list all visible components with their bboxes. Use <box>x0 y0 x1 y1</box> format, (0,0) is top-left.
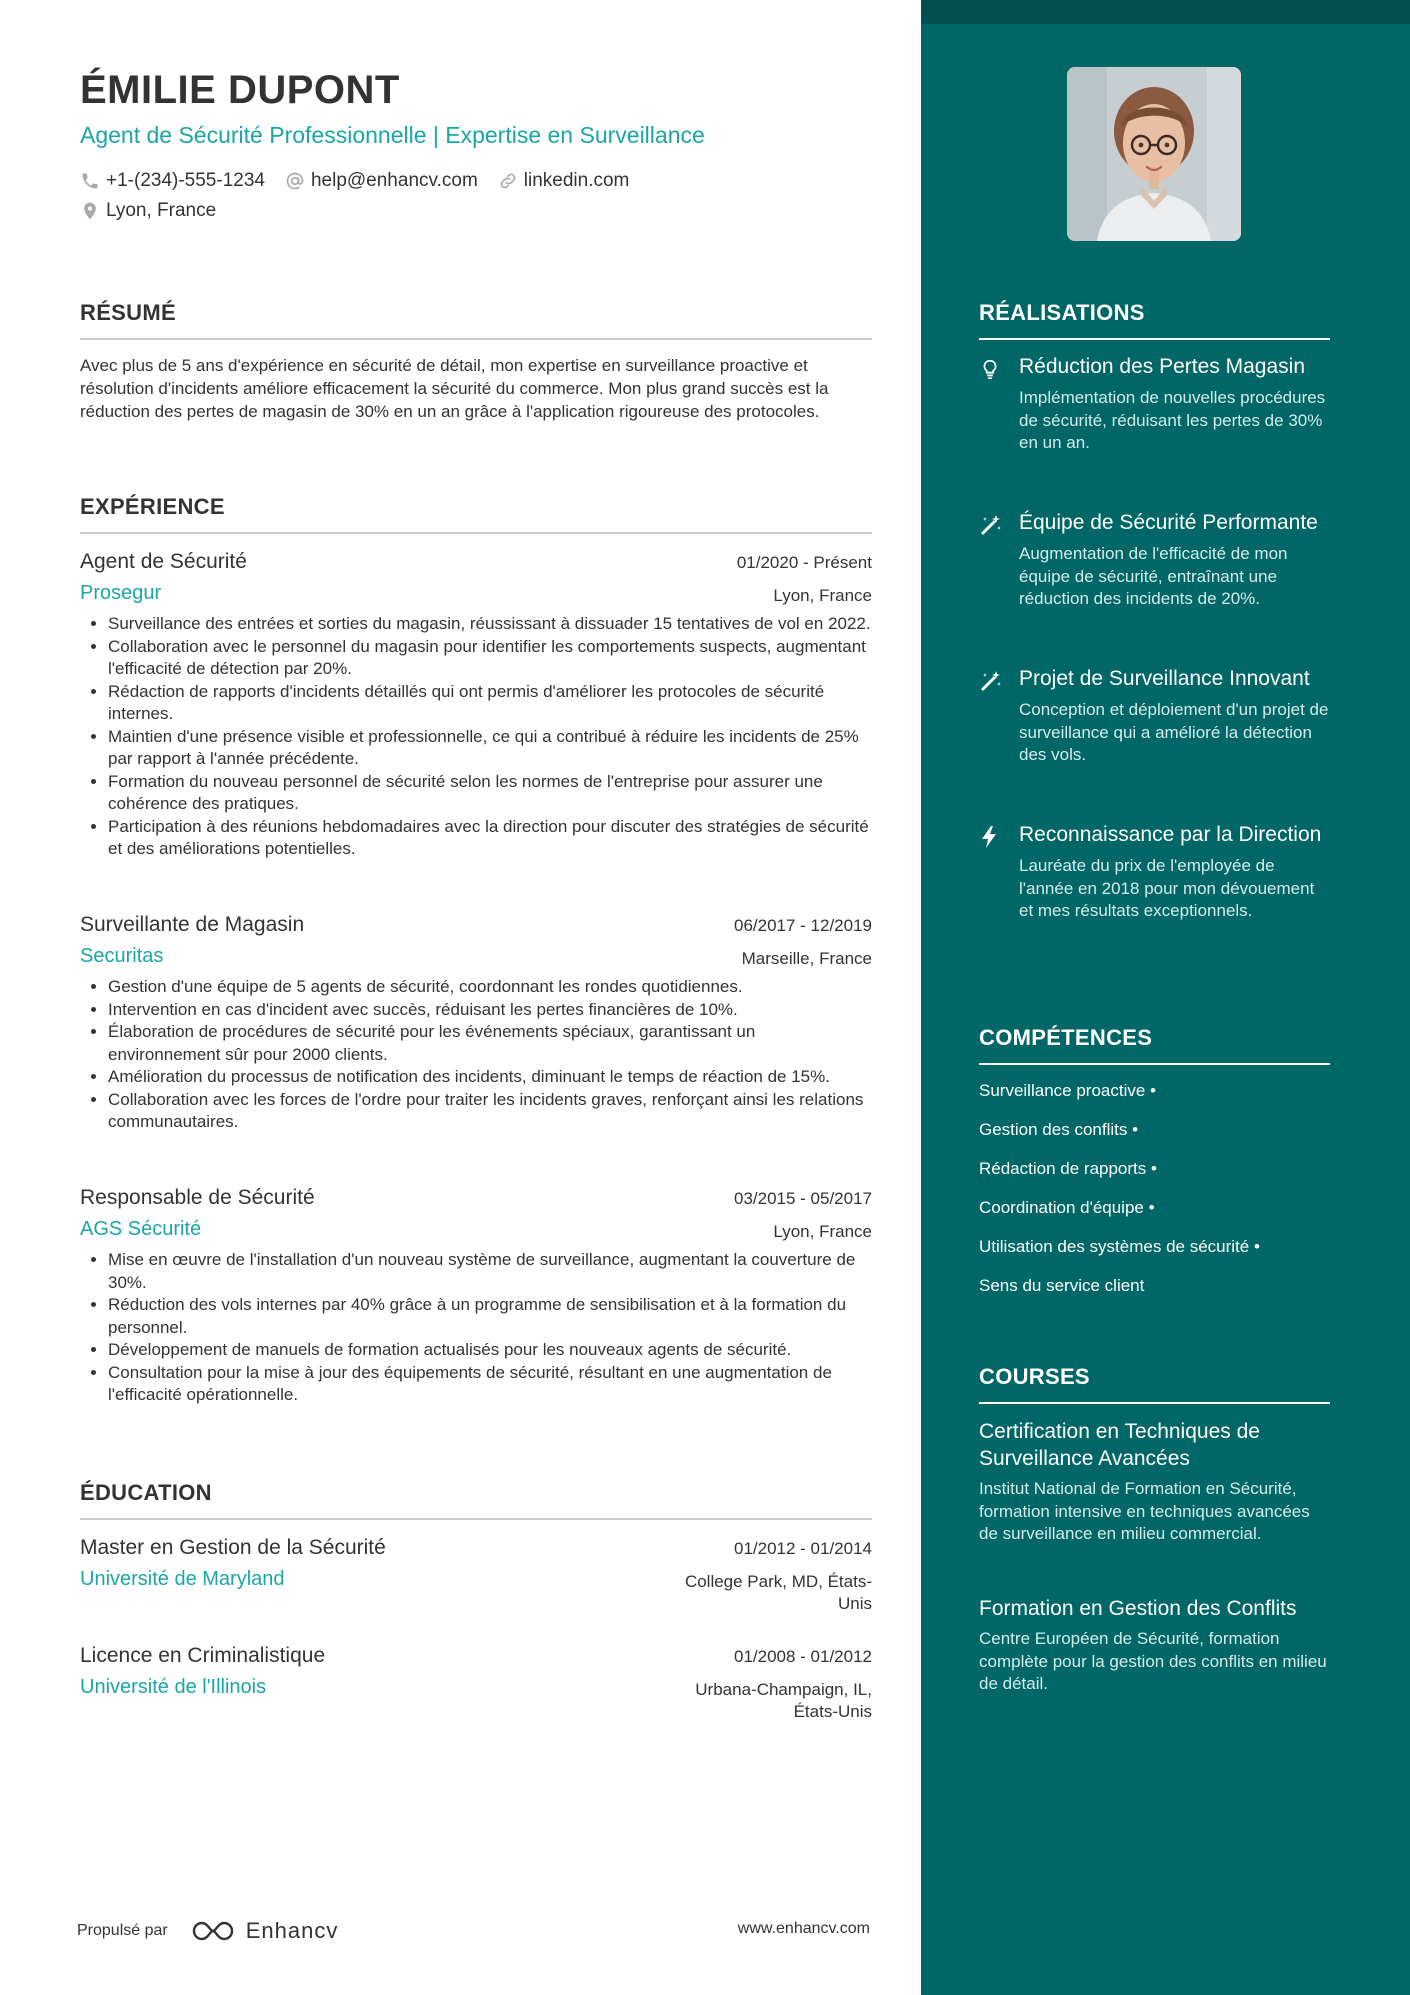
courses-title: COURSES <box>979 1364 1330 1404</box>
enhancv-logo[interactable] <box>190 1918 339 1944</box>
school-location-line: Urbana-Champaign, IL, <box>695 1680 872 1699</box>
footer-branding <box>77 1918 338 1944</box>
company-name[interactable]: AGS Sécurité <box>80 1218 202 1240</box>
lightbulb-icon <box>979 357 1001 381</box>
experience-title: EXPÉRIENCE <box>80 494 872 534</box>
degree-dates: 01/2012 - 01/2014 <box>733 1539 872 1558</box>
candidate-name: ÉMILIE DUPONT <box>80 68 400 112</box>
skill-item: Coordination d'équipe • <box>979 1198 1155 1217</box>
job-title: Agent de Sécurité <box>80 550 247 573</box>
skill-item: Utilisation des systèmes de sécurité • <box>979 1237 1260 1256</box>
contact-phone[interactable] <box>80 170 265 192</box>
bullet-item: • Gestion d'une équipe de 5 agents de sécurité, coordonnant les rondes quotidiennes. <box>108 976 872 999</box>
achievement-title: Équipe de Sécurité Performante <box>1019 511 1318 534</box>
contact-row <box>80 170 649 192</box>
enhancv-wordmark: Enhancv <box>245 1918 339 1943</box>
location-row <box>80 200 236 222</box>
job-bullets <box>80 976 872 1134</box>
bullet-item: • Surveillance des entrées et sorties du magasin, réussissant à dissuader 15 tentatives de vol en 2022. <box>108 613 872 636</box>
summary-text: Avec plus de 5 ans d'expérience en sécurité de détail, mon expertise en surveillance proactive et résolution d'incidents améliore efficacement la sécurité du commerce. Mon plus grand succès est la réduction des pertes de magasin de 30% en un an grâce à l'application rigoureuse des protocoles. <box>80 356 829 421</box>
bullet-item: • Maintien d'une présence visible et professionnelle, ce qui a contribué à réduire les incidents de 25% par rapport à l'année précédente. <box>108 726 872 771</box>
school-location <box>695 1679 872 1723</box>
school-location-line: Unis <box>837 1594 872 1613</box>
achievement-desc: Conception et déploiement d'un projet de surveillance qui a amélioré la détection des vols. <box>1019 700 1329 764</box>
achievement-item <box>979 353 1330 455</box>
course-item <box>979 1595 1330 1696</box>
experience-entry <box>80 1186 872 1407</box>
achievements-title: RÉALISATIONS <box>979 300 1330 340</box>
experience-entry <box>80 550 872 861</box>
bullet-item: • Réduction des vols internes par 40% grâce à un programme de sensibilisation et à la formation du personnel. <box>108 1294 872 1339</box>
summary-title: RÉSUMÉ <box>80 300 872 340</box>
bullet-item: • Développement de manuels de formation actualisés pour les nouveaux agents de sécurité. <box>108 1339 872 1362</box>
contact-location <box>80 200 216 222</box>
education-entry <box>80 1644 872 1723</box>
profile-photo <box>1067 67 1241 241</box>
achievement-title: Reconnaissance par la Direction <box>1019 823 1322 846</box>
company-name[interactable]: Prosegur <box>80 582 162 604</box>
linkedin-text: linkedin.com <box>523 170 630 191</box>
company-name[interactable]: Securitas <box>80 945 164 967</box>
bullet-item: • Mise en œuvre de l'installation d'un nouveau système de surveillance, augmentant la couverture de 30%. <box>108 1249 872 1294</box>
bullet-item: • Élaboration de procédures de sécurité pour les événements spéciaux, garantissant un environnement sûr pour 2000 clients. <box>108 1021 872 1066</box>
job-location: Lyon, France <box>773 586 872 605</box>
magic-wand-icon <box>979 513 1003 537</box>
education-entry <box>80 1536 872 1615</box>
school-location-line: États-Unis <box>793 1702 872 1721</box>
bullet-item: • Intervention en cas d'incident avec succès, réduisant les pertes financières de 10%. <box>108 999 872 1022</box>
achievement-item <box>979 509 1330 611</box>
skill-item: Sens du service client <box>979 1276 1145 1295</box>
bullet-item: • Amélioration du processus de notification des incidents, diminuant le temps de réaction de 15%. <box>108 1066 872 1089</box>
job-dates: 06/2017 - 12/2019 <box>733 916 872 935</box>
skill-item: Gestion des conflits • <box>979 1120 1139 1139</box>
bullet-item: • Rédaction de rapports d'incidents détaillés qui ont permis d'améliorer les protocoles de sécurité internes. <box>108 681 872 726</box>
school-location <box>685 1571 872 1615</box>
location-pin-icon <box>80 201 100 221</box>
job-location: Marseille, France <box>741 949 872 968</box>
job-bullets <box>80 613 872 861</box>
skills-title: COMPÉTENCES <box>979 1025 1330 1065</box>
skill-item: Surveillance proactive • <box>979 1081 1156 1100</box>
achievement-title: Réduction des Pertes Magasin <box>1019 355 1305 378</box>
experience-entry <box>80 913 872 1134</box>
skill-item: Rédaction de rapports • <box>979 1159 1157 1178</box>
course-item <box>979 1418 1330 1546</box>
magic-wand-icon <box>979 669 1003 693</box>
contact-email[interactable] <box>285 170 478 192</box>
at-icon <box>285 171 305 191</box>
degree-dates: 01/2008 - 01/2012 <box>733 1647 872 1666</box>
enhancv-logo-icon <box>190 1919 236 1943</box>
bullet-item: • Consultation pour la mise à jour des équipements de sécurité, résultant en une augmentation de l'efficacité opérationnelle. <box>108 1362 872 1407</box>
achievement-desc: Implémentation de nouvelles procédures de sécurité, réduisant les pertes de 30% en un an. <box>1019 388 1326 452</box>
achievement-item <box>979 821 1330 923</box>
school-name[interactable]: Université de l'Illinois <box>80 1676 267 1698</box>
footer-website[interactable]: www.enhancv.com <box>737 1920 870 1937</box>
degree-title: Master en Gestion de la Sécurité <box>80 1536 386 1559</box>
course-desc: Institut National de Formation en Sécurité, formation intensive en techniques avancées de surveillance en milieu commercial. <box>979 1479 1310 1543</box>
contact-linkedin[interactable] <box>498 170 630 192</box>
powered-by-label: Propulsé par <box>77 1922 168 1939</box>
school-location-line: College Park, MD, États- <box>684 1572 872 1591</box>
bullet-item: • Participation à des réunions hebdomadaires avec la direction pour discuter des stratégies de sécurité et des améliorations potentielles. <box>108 816 872 861</box>
course-desc: Centre Européen de Sécurité, formation complète pour la gestion des conflits en milieu de détail. <box>979 1629 1327 1693</box>
portrait-image <box>1067 67 1241 241</box>
achievement-desc: Lauréate du prix de l'employée de l'année en 2018 pour mon dévouement et mes résultats exceptionnels. <box>1019 856 1315 920</box>
achievement-title: Projet de Surveillance Innovant <box>1019 667 1310 690</box>
bullet-item: • Collaboration avec les forces de l'ordre pour traiter les incidents graves, renforçant ainsi les relations communautaires. <box>108 1089 872 1134</box>
sidebar <box>921 0 1410 1995</box>
course-title: Certification en Techniques de Surveillance Avancées <box>979 1420 1260 1470</box>
achievement-item <box>979 665 1330 767</box>
course-title: Formation en Gestion des Conflits <box>979 1597 1297 1620</box>
email-text: help@enhancv.com <box>310 170 478 191</box>
bullet-item: • Collaboration avec le personnel du magasin pour identifier les comportements suspects, augmentant l'efficacité de détection par 20%. <box>108 636 872 681</box>
job-title: Responsable de Sécurité <box>80 1186 315 1209</box>
job-title: Surveillante de Magasin <box>80 913 305 936</box>
job-dates: 01/2020 - Présent <box>736 553 872 572</box>
link-icon <box>498 171 518 191</box>
bullet-item: • Formation du nouveau personnel de sécurité selon les normes de l'entreprise pour assurer une cohérence des pratiques. <box>108 771 872 816</box>
headline: Agent de Sécurité Professionnelle | Expertise en Surveillance <box>80 122 705 148</box>
job-bullets <box>80 1249 872 1407</box>
education-title: ÉDUCATION <box>80 1480 872 1520</box>
job-dates: 03/2015 - 05/2017 <box>733 1189 872 1208</box>
job-location: Lyon, France <box>773 1222 872 1241</box>
phone-icon <box>80 171 100 191</box>
achievement-desc: Augmentation de l'efficacité de mon équipe de sécurité, entraînant une réduction des incidents de 20%. <box>1019 544 1288 608</box>
sidebar-top-band <box>921 0 1410 24</box>
location-text: Lyon, France <box>106 200 217 221</box>
phone-text: +1-(234)-555-1234 <box>106 170 265 191</box>
degree-title: Licence en Criminalistique <box>80 1644 326 1667</box>
school-name[interactable]: Université de Maryland <box>80 1568 285 1590</box>
lightning-icon <box>979 825 999 849</box>
